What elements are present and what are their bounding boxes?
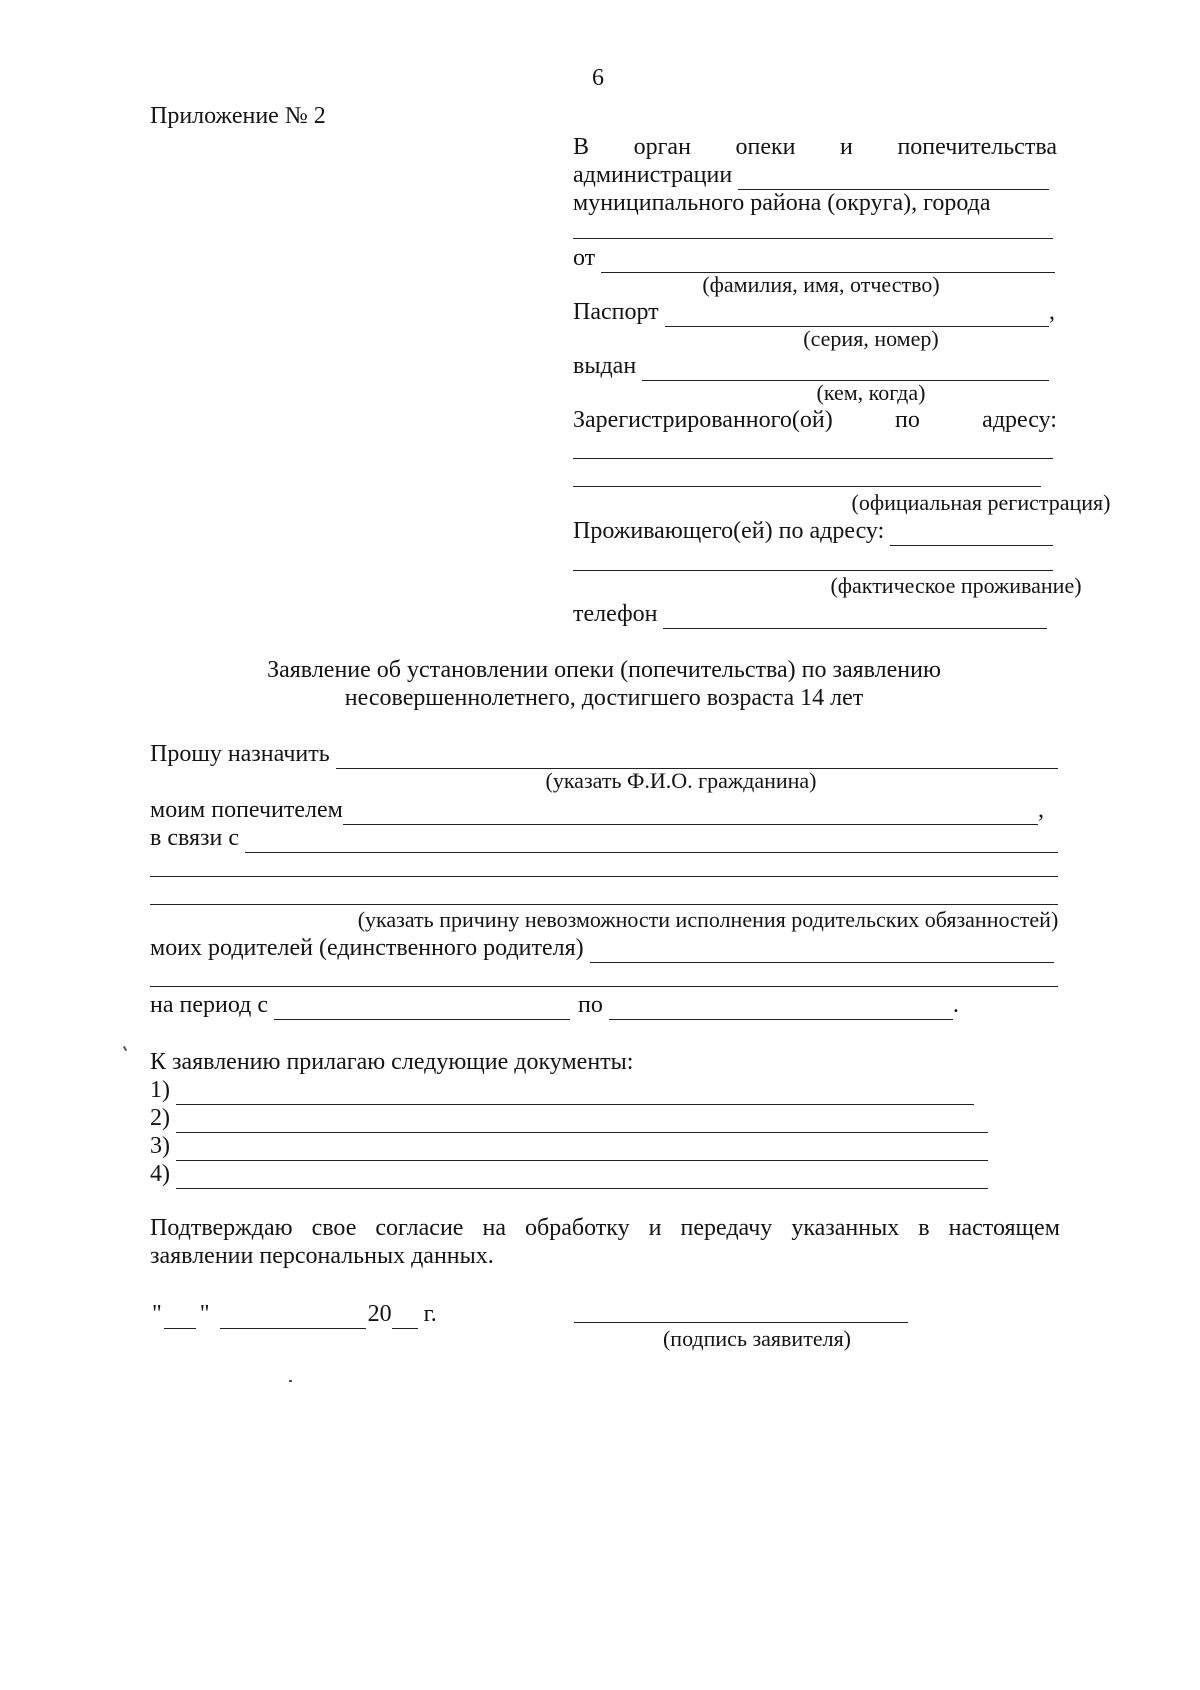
addressee-line (573, 133, 1057, 162)
guardian-blank[interactable] (343, 802, 1038, 825)
attachments-intro: К заявлению прилагаю следующие документы: (150, 1049, 634, 1075)
residing-blank[interactable] (890, 523, 1053, 546)
consent-word: согласие (375, 1215, 464, 1241)
period-to-blank[interactable] (609, 997, 953, 1020)
registration-blank[interactable] (573, 486, 1041, 487)
municipal-label: муниципального района (округа), города (573, 190, 991, 216)
year-prefix: 20 (367, 1301, 392, 1327)
consent-word: свое (311, 1215, 357, 1241)
attachment-item (150, 1132, 988, 1161)
phone-blank[interactable] (663, 606, 1047, 629)
consent-line2: заявлении персональных данных. (150, 1243, 494, 1269)
attachment-blank[interactable] (176, 1082, 974, 1105)
residence-blank[interactable] (573, 570, 1053, 571)
attachment-item (150, 1104, 988, 1133)
administration-blank[interactable] (738, 167, 1049, 190)
from-blank[interactable] (601, 250, 1055, 273)
registered-word: Зарегистрированного(ой) (573, 407, 833, 433)
attachment-item (150, 1076, 974, 1105)
signature-blank[interactable] (574, 1322, 908, 1323)
request-blank[interactable] (336, 746, 1058, 769)
parents-blank[interactable] (150, 986, 1058, 987)
attachment-number: 4) (150, 1161, 170, 1187)
year-blank[interactable] (392, 1306, 418, 1329)
date-quote-close: " (199, 1301, 210, 1327)
residence-caption: (фактическое проживание) (830, 573, 1082, 598)
period-from-label: на период с (150, 992, 269, 1018)
reason-caption: (указать причину невозможности исполнения родительских обязанностей) (357, 907, 1059, 932)
document-title-line2: несовершеннолетнего, достигшего возраста 14 лет (344, 685, 864, 711)
passport-comma: , (1049, 299, 1055, 325)
from-field (573, 244, 1055, 273)
scan-speck (289, 1380, 292, 1382)
consent-word: указанных (791, 1215, 900, 1241)
passport-blank[interactable] (665, 304, 1049, 327)
registration-blank[interactable] (573, 458, 1053, 459)
consent-word: в (918, 1215, 930, 1241)
consent-line1 (150, 1214, 1060, 1243)
consent-word: и (648, 1215, 662, 1241)
municipal-blank[interactable] (573, 238, 1053, 239)
reason-label: в связи с (150, 825, 240, 851)
residing-field (573, 517, 1053, 546)
consent-word: на (482, 1215, 506, 1241)
month-blank[interactable] (220, 1306, 366, 1329)
consent-word: Подтверждаю (150, 1215, 293, 1241)
guardian-field (150, 796, 1044, 825)
signature-caption: (подпись заявителя) (662, 1326, 852, 1351)
administration-field (573, 161, 1049, 190)
page-number: 6 (592, 65, 604, 91)
day-blank[interactable] (164, 1306, 196, 1329)
residing-label: Проживающего(ей) по адресу: (573, 518, 885, 544)
issued-caption: (кем, когда) (816, 380, 926, 405)
appendix-label: Приложение № 2 (150, 103, 326, 129)
addressee-word: В (573, 134, 590, 160)
consent-word: передачу (680, 1215, 773, 1241)
addressee-word: опеки (735, 134, 796, 160)
issued-field (573, 352, 1049, 381)
consent-word: обработку (525, 1215, 630, 1241)
passport-label: Паспорт (573, 299, 659, 325)
parents-blank[interactable] (590, 940, 1054, 963)
issued-blank[interactable] (642, 358, 1049, 381)
reason-blank[interactable] (245, 830, 1058, 853)
phone-label: телефон (573, 601, 658, 627)
reason-blank[interactable] (150, 904, 1058, 905)
period-to-label: по (578, 992, 603, 1018)
parents-field (150, 934, 1054, 963)
guardian-label: моим попечителем (150, 797, 343, 823)
reason-blank[interactable] (150, 876, 1058, 877)
document-title-line1: Заявление об установлении опеки (попечительства) по заявлению (267, 657, 941, 683)
from-label: от (573, 245, 596, 271)
date-quote-open: " (152, 1301, 162, 1327)
issued-label: выдан (573, 353, 637, 379)
attachment-number: 2) (150, 1105, 170, 1131)
guardian-comma: , (1038, 797, 1044, 823)
registered-word: по (895, 407, 920, 433)
date-field (152, 1300, 452, 1329)
request-field (150, 740, 1058, 769)
phone-field (573, 600, 1047, 629)
period-field (150, 991, 970, 1020)
registered-line (573, 406, 1057, 435)
addressee-word: и (840, 134, 853, 160)
attachment-item (150, 1160, 988, 1189)
registered-word: адресу: (982, 407, 1057, 433)
passport-field (573, 298, 1055, 327)
period-end: . (952, 992, 959, 1018)
reason-field (150, 824, 1058, 853)
attachment-number: 3) (150, 1133, 170, 1159)
period-from-blank[interactable] (274, 997, 570, 1020)
parents-label: моих родителей (единственного родителя) (150, 935, 584, 961)
from-caption: (фамилия, имя, отчество) (702, 272, 940, 297)
consent-word: настоящем (948, 1215, 1060, 1241)
year-suffix: г. (423, 1301, 437, 1327)
addressee-word: орган (633, 134, 691, 160)
request-caption: (указать Ф.И.О. гражданина) (545, 768, 817, 793)
request-label: Прошу назначить (150, 741, 330, 767)
attachment-blank[interactable] (176, 1166, 988, 1189)
attachment-number: 1) (150, 1077, 170, 1103)
scan-speck (123, 1046, 127, 1051)
attachment-blank[interactable] (176, 1110, 988, 1133)
attachment-blank[interactable] (176, 1138, 988, 1161)
registration-caption: (официальная регистрация) (851, 490, 1111, 515)
administration-label: администрации (573, 162, 733, 188)
passport-caption: (серия, номер) (803, 326, 939, 351)
addressee-word: попечительства (897, 134, 1057, 160)
